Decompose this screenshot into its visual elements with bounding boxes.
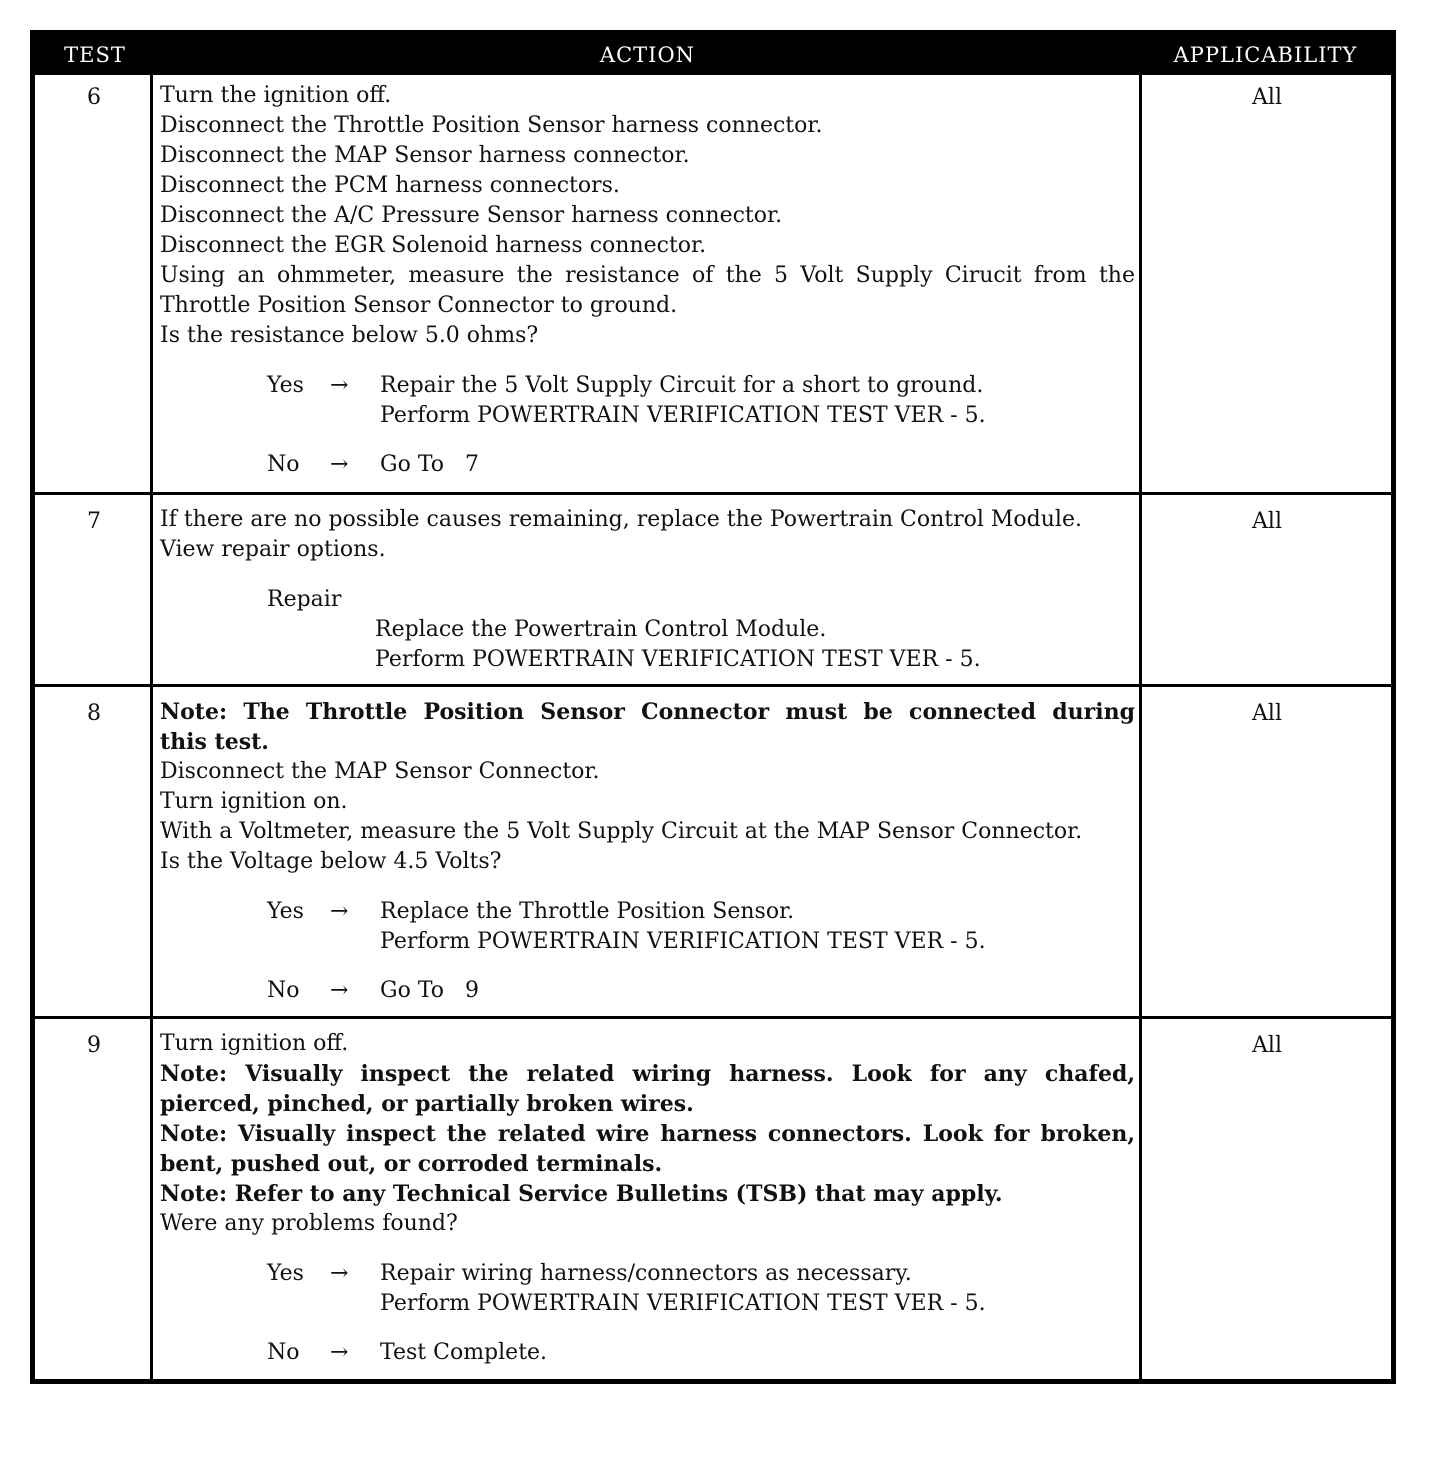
action-line: View repair options.: [160, 537, 386, 562]
row-divider: [35, 684, 1391, 687]
note-line: pierced, pinched, or partially broken wires.: [160, 1091, 694, 1117]
yes-label: Yes: [267, 899, 304, 924]
row-divider: [35, 1016, 1391, 1019]
repair-options: [160, 585, 1135, 615]
action-line: Disconnect the MAP Sensor Connector.: [160, 759, 600, 784]
action-line: Throttle Position Sensor Connector to ground.: [160, 293, 678, 318]
action-cell: [160, 505, 1135, 675]
arrow-icon: →: [330, 1340, 349, 1365]
header-action: ACTION: [599, 43, 696, 67]
repair-result: Replace the Powertrain Control Module.: [375, 617, 827, 642]
note-line: this test.: [160, 729, 269, 755]
note-line: Note: Visually inspect the related wiring harness. Look for any chafed,: [160, 1061, 1135, 1087]
action-line: Using an ohmmeter, measure the resistance of the 5 Volt Supply Cirucit from the: [160, 263, 1135, 288]
action-line: Disconnect the MAP Sensor harness connector.: [160, 143, 690, 168]
action-line: Turn the ignition off.: [160, 83, 392, 108]
action-line: Is the Voltage below 4.5 Volts?: [160, 849, 502, 874]
header-test: TEST: [64, 43, 126, 67]
no-answer: [160, 976, 1135, 1006]
yes-label: Yes: [267, 1261, 304, 1286]
note-line: Note: Visually inspect the related wire harness connectors. Look for broken,: [160, 1121, 1135, 1147]
no-result: Go To 9: [380, 978, 479, 1003]
applicability-value: All: [1252, 1033, 1282, 1058]
action-line: Were any problems found?: [160, 1211, 458, 1236]
no-result: Go To 7: [380, 452, 479, 477]
yes-answer: [160, 1259, 1135, 1289]
column-divider: [150, 75, 153, 1379]
yes-answer: [160, 371, 1135, 401]
no-label: No: [267, 1340, 300, 1365]
yes-result: Repair wiring harness/connectors as necessary.: [380, 1261, 912, 1286]
arrow-icon: →: [330, 1261, 349, 1286]
yes-result: Repair the 5 Volt Supply Circuit for a short to ground.: [380, 373, 984, 398]
no-label: No: [267, 978, 300, 1003]
table-header: [35, 35, 1391, 75]
no-label: No: [267, 452, 300, 477]
column-divider: [1139, 75, 1142, 1379]
action-line: Disconnect the A/C Pressure Sensor harness connector.: [160, 203, 783, 228]
arrow-icon: →: [330, 899, 349, 924]
yes-result: Perform POWERTRAIN VERIFICATION TEST VER - 5.: [380, 929, 986, 954]
applicability-value: All: [1252, 701, 1282, 726]
test-number: 9: [87, 1033, 101, 1058]
action-line: Disconnect the PCM harness connectors.: [160, 173, 620, 198]
no-answer: [160, 450, 1135, 480]
action-line: If there are no possible causes remaining, replace the Powertrain Control Module.: [160, 507, 1082, 532]
yes-label: Yes: [267, 373, 304, 398]
arrow-icon: →: [330, 373, 349, 398]
note-line: Note: Refer to any Technical Service Bulletins (TSB) that may apply.: [160, 1181, 1003, 1207]
action-cell: [160, 697, 1135, 1006]
header-applicability: APPLICABILITY: [1173, 43, 1358, 67]
action-line: Turn ignition on.: [160, 789, 348, 814]
arrow-icon: →: [330, 452, 349, 477]
applicability-value: All: [1252, 85, 1282, 110]
action-line: Turn ignition off.: [160, 1031, 349, 1056]
action-cell: [160, 81, 1135, 480]
yes-result: Perform POWERTRAIN VERIFICATION TEST VER - 5.: [380, 1291, 986, 1316]
yes-result: Replace the Throttle Position Sensor.: [380, 899, 795, 924]
yes-answer: [160, 897, 1135, 927]
no-result: Test Complete.: [380, 1340, 548, 1365]
action-cell: [160, 1029, 1135, 1368]
note-line: bent, pushed out, or corroded terminals.: [160, 1151, 663, 1177]
action-line: With a Voltmeter, measure the 5 Volt Supply Circuit at the MAP Sensor Connector.: [160, 819, 1083, 844]
test-number: 7: [87, 509, 101, 534]
test-number: 8: [87, 701, 101, 726]
repair-result: Perform POWERTRAIN VERIFICATION TEST VER - 5.: [375, 647, 981, 672]
arrow-icon: →: [330, 978, 349, 1003]
repair-label: Repair: [267, 587, 342, 612]
applicability-value: All: [1252, 509, 1282, 534]
note-line: Note: The Throttle Position Sensor Connector must be connected during: [160, 699, 1135, 725]
test-table: [30, 30, 1396, 1384]
action-line: Disconnect the Throttle Position Sensor harness connector.: [160, 113, 823, 138]
row-divider: [35, 492, 1391, 495]
yes-result: Perform POWERTRAIN VERIFICATION TEST VER - 5.: [380, 403, 986, 428]
test-number: 6: [87, 85, 101, 110]
action-line: Is the resistance below 5.0 ohms?: [160, 323, 539, 348]
no-answer: [160, 1338, 1135, 1368]
action-line: Disconnect the EGR Solenoid harness connector.: [160, 233, 707, 258]
